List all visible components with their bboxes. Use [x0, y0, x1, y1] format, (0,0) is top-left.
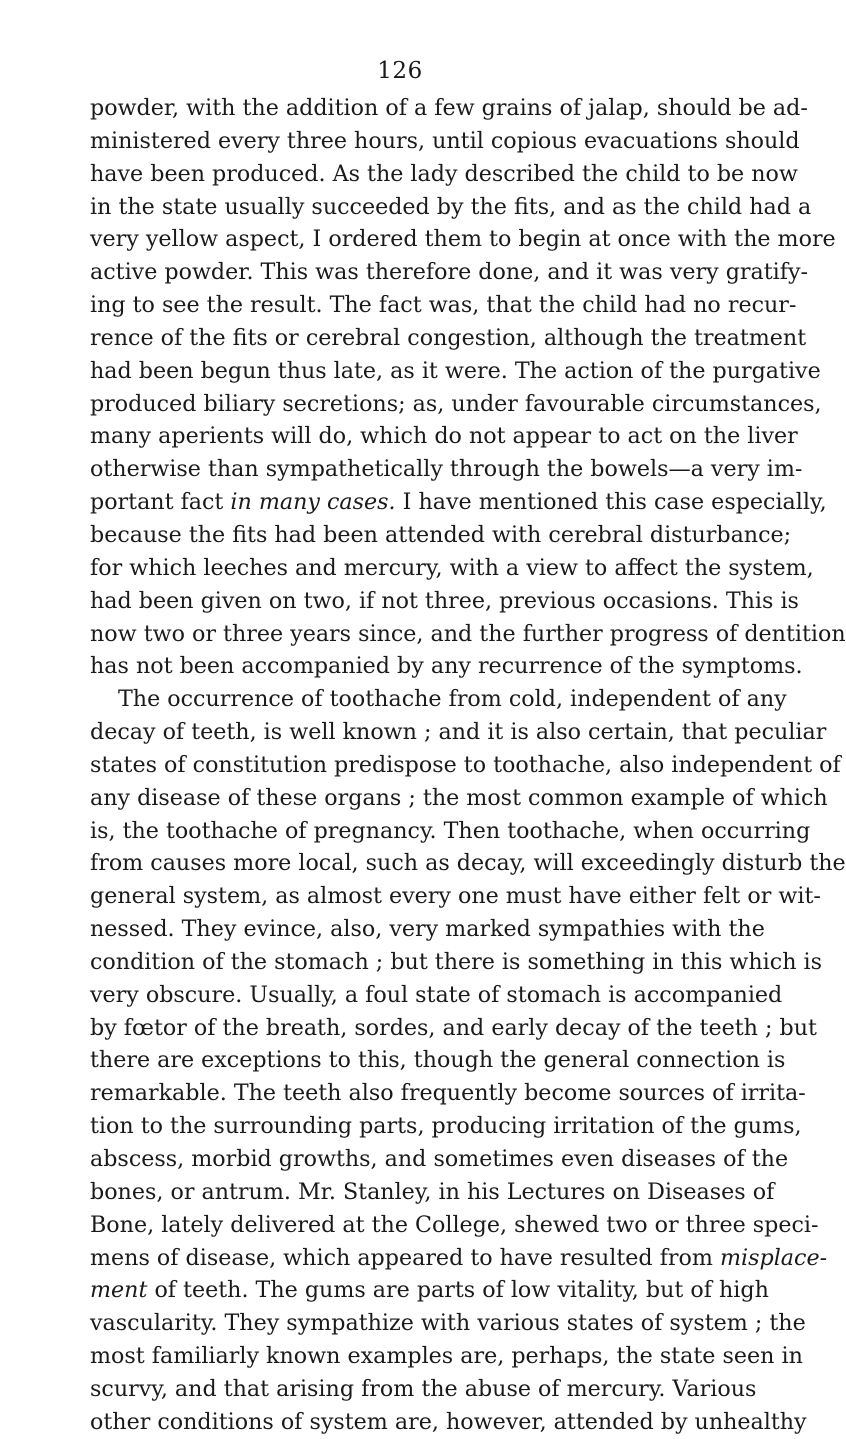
text-line [90, 683, 787, 716]
text-line [90, 880, 821, 913]
text-line [90, 1340, 803, 1373]
text-fragment: has not been accompanied by any recurrence of the symptoms. [90, 653, 803, 680]
text-fragment: have been produced. As the lady described the child to be now [90, 160, 798, 187]
text-line [90, 453, 803, 486]
text-fragment: I have mentioned this case especially, [395, 489, 827, 516]
text-line [90, 125, 800, 158]
text-fragment: powder, with the addition of a few grains of jalap, should be ad- [90, 95, 808, 121]
text-line [90, 1044, 786, 1077]
text-line [90, 1176, 775, 1209]
text-line [90, 1274, 769, 1307]
text-fragment: remarkable. The teeth also frequently become sources of irrita- [90, 1080, 806, 1107]
text-fragment: ing to see the result. The fact was, that the child had no recur- [90, 292, 797, 319]
text-fragment: active powder. This was therefore done, and it was very gratify- [90, 259, 808, 286]
text-line [90, 1012, 817, 1045]
text-line [90, 256, 808, 289]
text-line [90, 1209, 819, 1242]
text-fragment: of teeth. The gums are parts of low vitality, but of high [147, 1277, 769, 1304]
text-line [90, 782, 828, 815]
text-fragment: otherwise than sympathetically through the bowels—a very im- [90, 456, 803, 483]
text-fragment: vascularity. They sympathize with various states of system ; the [90, 1310, 806, 1337]
text-fragment: general system, as almost every one must have either felt or wit- [90, 883, 821, 910]
text-line [90, 1373, 757, 1406]
text-line [90, 552, 814, 585]
text-fragment: in the state usually succeeded by the fits, and as the child had a [90, 193, 812, 220]
text-line [90, 946, 823, 979]
text-fragment: there are exceptions to this, though the general connection is [90, 1047, 786, 1074]
text-fragment: scurvy, and that arising from the abuse of mercury. Various [90, 1375, 757, 1402]
text-fragment: is, the toothache of pregnancy. Then toothache, when occurring [90, 817, 811, 844]
text-fragment: states of constitution predispose to toothache, also independent of [90, 751, 841, 778]
text-line [90, 289, 797, 322]
text-line [90, 420, 798, 453]
text-line [90, 1077, 806, 1110]
text-line [90, 519, 792, 552]
text-line [90, 191, 812, 224]
text-fragment: from causes more local, such as decay, will exceedingly disturb the [90, 850, 846, 877]
italic-text: misplace- [719, 1244, 828, 1271]
text-line [90, 716, 827, 749]
italic-text: in many cases. [230, 489, 396, 516]
text-line [90, 1307, 806, 1340]
text-fragment: had been begun thus late, as it were. The action of the purgative [90, 357, 821, 384]
text-fragment: tion to the surrounding parts, producing irritation of the gums, [90, 1113, 802, 1140]
text-fragment: The occurrence of toothache from cold, independent of any [118, 686, 787, 713]
text-fragment: condition of the stomach ; but there is something in this which is [90, 948, 823, 975]
text-line [90, 322, 807, 355]
text-line [90, 585, 799, 618]
text-fragment: abscess, morbid growths, and sometimes even diseases of the [90, 1146, 789, 1172]
text-fragment: any disease of these organs ; the most common example of which [90, 784, 828, 811]
text-line [90, 158, 798, 191]
text-line [90, 1110, 802, 1143]
text-line [90, 913, 765, 946]
text-fragment: rence of the fits or cerebral congestion, although the treatment [90, 324, 807, 351]
text-line [90, 355, 821, 388]
text-line [90, 749, 841, 782]
text-line [90, 1406, 807, 1439]
text-line [90, 1143, 789, 1176]
text-fragment: because the fits had been attended with cerebral disturbance; [90, 521, 792, 548]
text-line [90, 618, 846, 651]
page-number: 126 [377, 58, 423, 84]
text-fragment: most familiarly known examples are, perhaps, the state seen in [90, 1343, 803, 1370]
text-line [90, 1242, 828, 1275]
text-fragment: bones, or antrum. Mr. Stanley, in his Lectures on Diseases of [90, 1178, 775, 1205]
text-line [90, 847, 846, 880]
text-line [90, 650, 803, 683]
text-line [90, 815, 811, 848]
text-fragment: portant fact [90, 489, 231, 516]
text-line [90, 388, 822, 421]
text-fragment: ministered every three hours, until copious evacuations should [90, 127, 800, 154]
text-line [90, 486, 827, 519]
text-line [90, 92, 808, 125]
text-line [90, 223, 836, 256]
text-fragment: now two or three years since, and the further progress of dentition [90, 620, 846, 647]
body-text [90, 92, 846, 1439]
text-fragment: very obscure. Usually, a foul state of stomach is accompanied [90, 981, 783, 1008]
text-fragment: very yellow aspect, I ordered them to begin at once with the more [90, 226, 836, 253]
text-fragment: many aperients will do, which do not appear to act on the liver [90, 423, 798, 450]
text-fragment: Bone, lately delivered at the College, shewed two or three speci- [90, 1211, 819, 1238]
text-fragment: other conditions of system are, however, attended by unhealthy [90, 1408, 807, 1435]
text-fragment: mens of disease, which appeared to have resulted from [90, 1244, 720, 1271]
text-fragment: for which leeches and mercury, with a view to affect the system, [90, 554, 814, 581]
text-fragment: decay of teeth, is well known ; and it is also certain, that peculiar [90, 719, 827, 746]
text-fragment: had been given on two, if not three, previous occasions. This is [90, 587, 799, 614]
text-fragment: nessed. They evince, also, very marked sympathies with the [90, 916, 765, 943]
text-fragment: produced biliary secretions; as, under favourable circumstances, [90, 390, 822, 417]
italic-text: ment [90, 1277, 148, 1304]
text-fragment: by fœtor of the breath, sordes, and early decay of the teeth ; but [90, 1014, 817, 1041]
text-line [90, 979, 783, 1012]
